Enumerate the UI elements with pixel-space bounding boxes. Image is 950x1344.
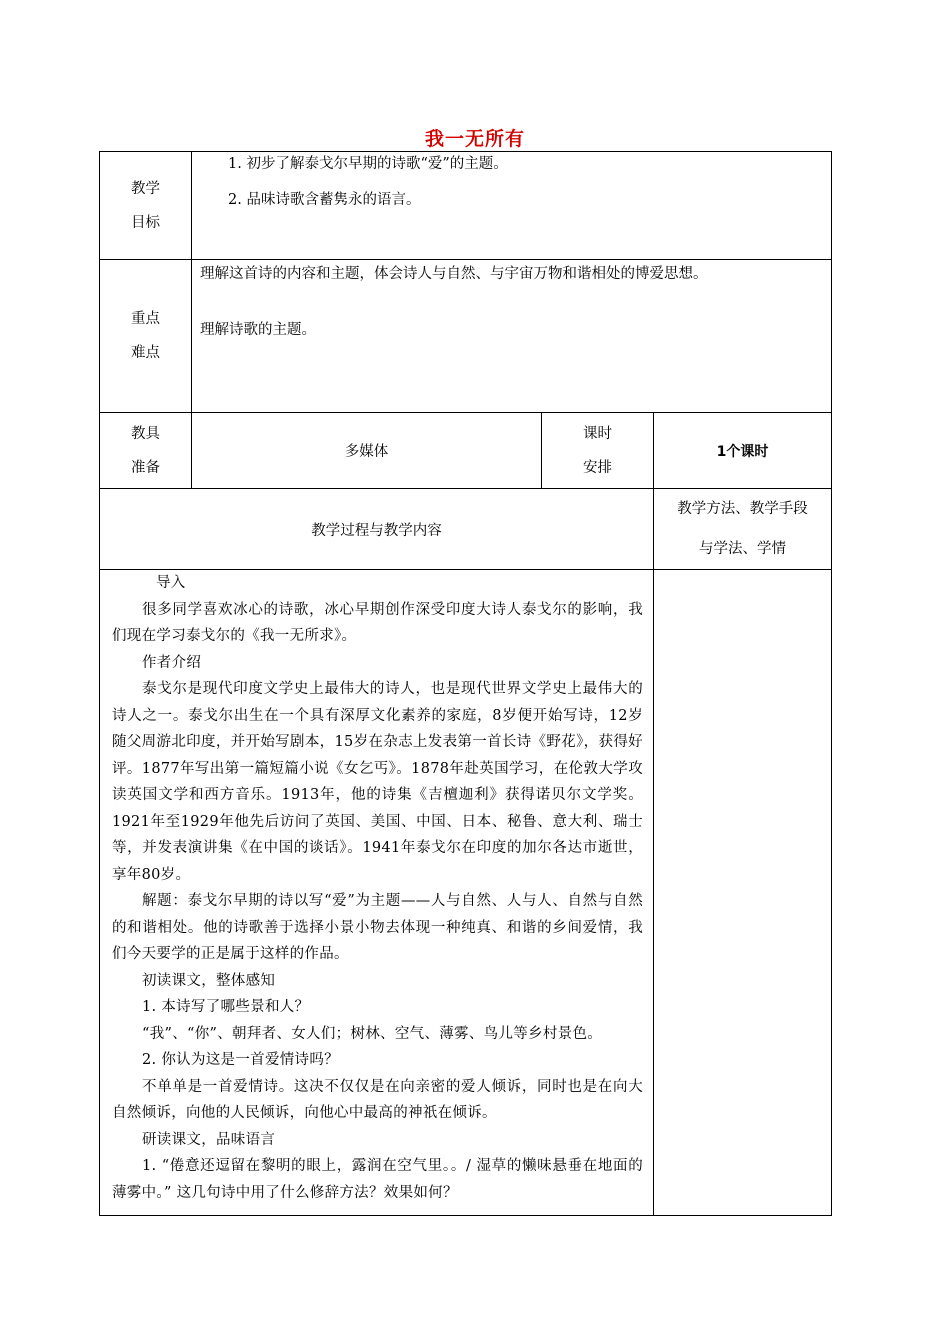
content-paragraph: 不单单是一首爱情诗。这决不仅仅是在向亲密的爱人倾诉，同时也是在向大自然倾诉，向他的人民倾诉，向他心中最高的神祇在倾诉。 [112, 1078, 643, 1121]
hours-label: 课时 安排 [542, 413, 654, 489]
process-header: 教学过程与教学内容 [100, 489, 654, 570]
prep-value: 多媒体 [192, 413, 542, 489]
process-content-row [100, 570, 832, 1216]
content-paragraph: 解题：泰戈尔早期的诗以写“爱”为主题——人与自然、人与人、自然与自然的和谐相处。他的诗歌善于选择小景小物去体现一种纯真、和谐的乡间爱情，我们今天要学的正是属于这样的作品。 [112, 893, 643, 962]
content-paragraph: 泰戈尔是现代印度文学史上最伟大的诗人，也是现代世界文学史上最伟大的诗人之一。泰戈尔出生在一个具有深厚文化素养的家庭，8岁便开始写诗，12岁随父周游北印度，并开始写剧本，15岁在杂志上发表第一首长诗《野花》，获得好评。1877年写出第一篇短篇小说《女乞丐》。1878年赴英国学习，在伦敦大学攻读英国文学和西方音乐。1913年，他的诗集《吉檀迦利》获得诺贝尔文学奖。1921年至1929年他先后访问了英国、美国、中国、日本、秘鲁、意大利、瑞士等，并发表演讲集《在中国的谈话》。1941年泰戈尔在印度的加尔各达市逝世，享年80岁。 [112, 681, 643, 883]
content-paragraph: 导入 [156, 575, 186, 591]
goal-item: 2. 品味诗歌含蓄隽永的语言。 [228, 192, 421, 208]
content-paragraph: 1. 本诗写了哪些景和人？ [142, 999, 310, 1015]
goals-row [100, 152, 832, 260]
content-paragraph: 作者介绍 [142, 654, 202, 671]
method-content [654, 570, 832, 1216]
hours-value: 1个课时 [654, 413, 832, 489]
page-title: 我一无所有 [424, 128, 525, 150]
goals-content [192, 152, 832, 260]
content-paragraph: 1. “倦意还逗留在黎明的眼上，露润在空气里。。/ 湿草的懒味悬垂在地面的薄雾中。” 这几句诗中用了什么修辞方法？效果如何？ [112, 1158, 643, 1201]
prep-row [100, 413, 832, 489]
key-points-label: 重点 难点 [100, 260, 192, 413]
process-content [100, 570, 654, 1216]
method-header: 教学方法、教学手段 与学法、学情 [654, 489, 832, 570]
key-points-row [100, 260, 832, 413]
content-paragraph: 初读课文，整体感知 [142, 972, 276, 989]
lesson-plan-table [99, 151, 832, 1216]
goals-label: 教学 目标 [100, 152, 192, 260]
key-point-item: 理解这首诗的内容和主题，体会诗人与自然、与宇宙万物和谐相处的博爱思想。 [200, 266, 708, 282]
process-header-row [100, 489, 832, 570]
prep-label: 教具 准备 [100, 413, 192, 489]
content-paragraph: 研读课文，品味语言 [142, 1131, 276, 1148]
key-points-content [192, 260, 832, 413]
content-paragraph: “我”、“你”、朝拜者、女人们；树林、空气、薄雾、鸟儿等乡村景色。 [142, 1025, 603, 1042]
key-point-item: 理解诗歌的主题。 [200, 322, 316, 338]
content-paragraph: 很多同学喜欢冰心的诗歌，冰心早期创作深受印度大诗人泰戈尔的影响，我们现在学习泰戈尔的《我一无所求》。 [112, 601, 643, 644]
content-paragraph: 2. 你认为这是一首爱情诗吗？ [142, 1052, 339, 1068]
goal-item: 1. 初步了解泰戈尔早期的诗歌“爱”的主题。 [228, 156, 508, 172]
